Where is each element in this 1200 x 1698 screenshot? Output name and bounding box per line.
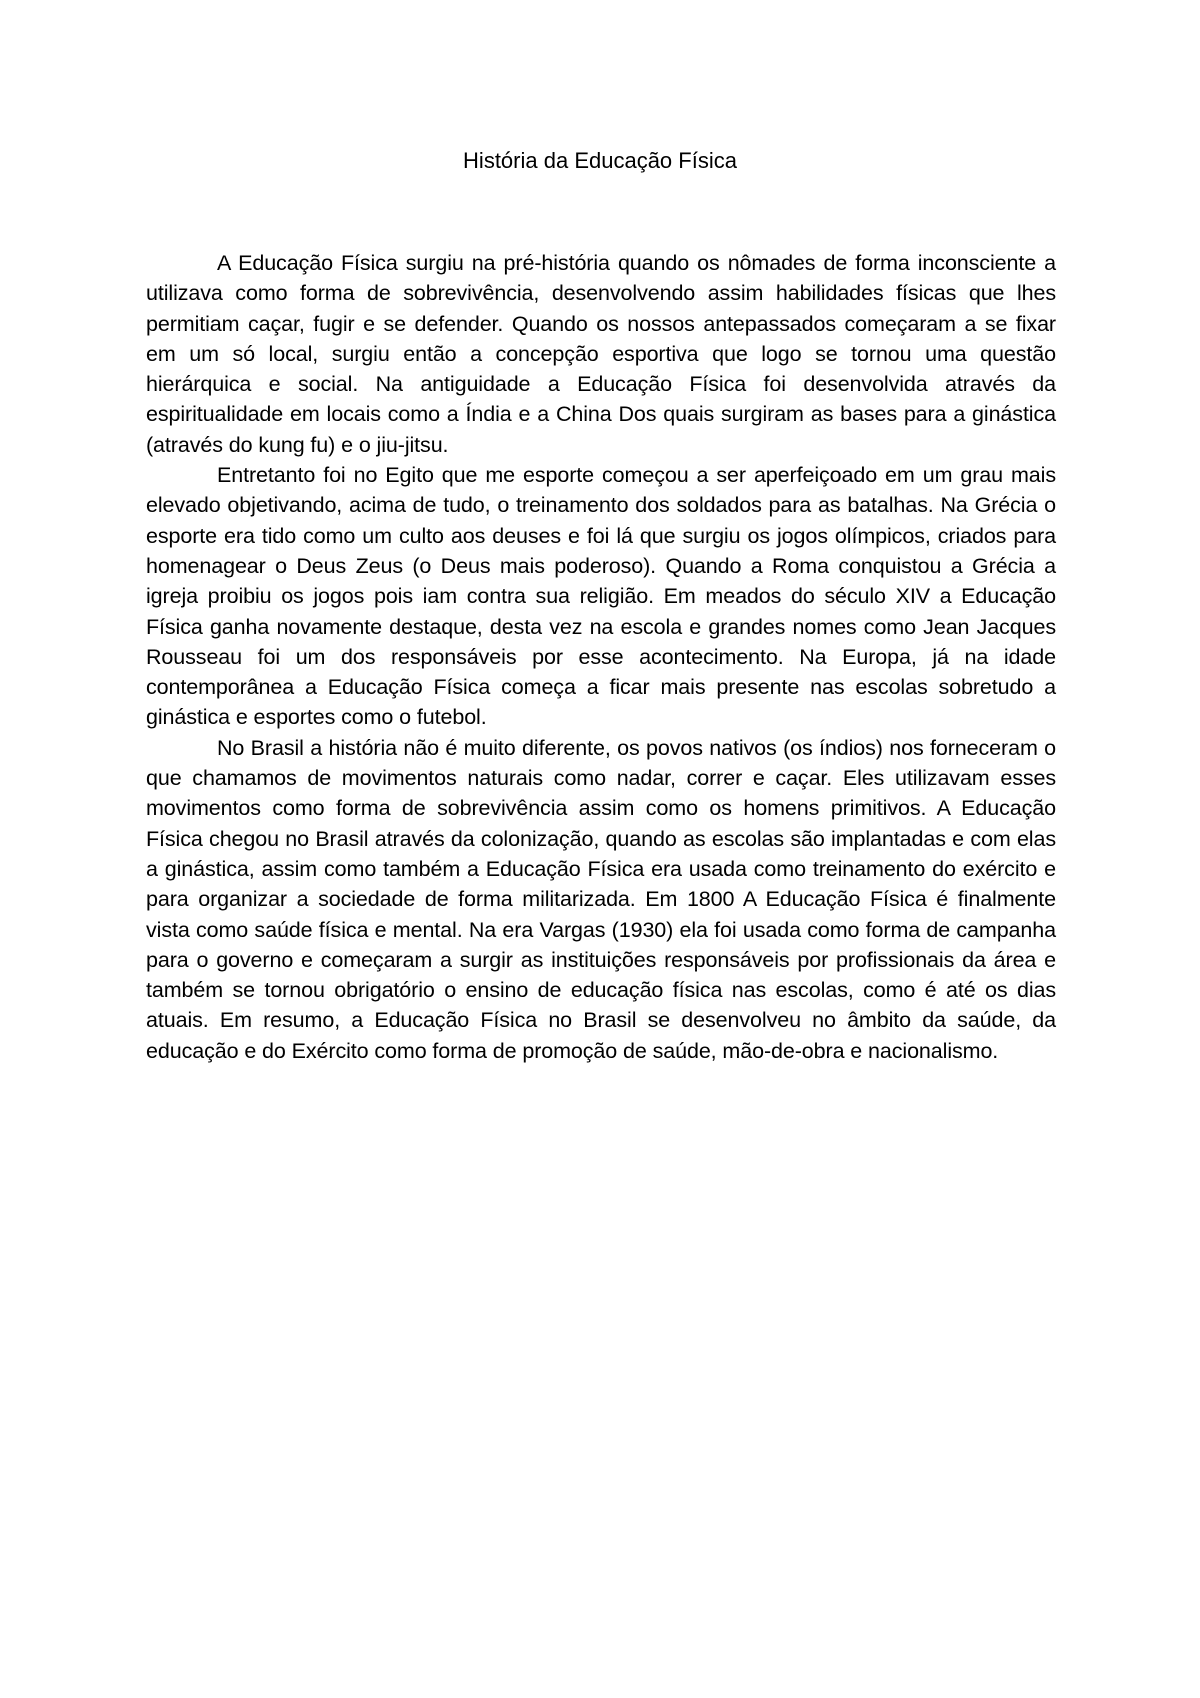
paragraph-brazil: No Brasil a história não é muito diferente, os povos nativos (os índios) nos forneceram o que chamamos de movimentos naturais como nadar, correr e caçar. Eles utilizavam esses movimentos como forma de sobrevivência assim como os homens primitivos. A Educação Física chegou no Brasil através da colonização, quando as escolas são implantadas e com elas a ginástica, assim como também a Educação Física era usada como treinamento do exército e para organizar a sociedade de forma militarizada. Em 1800 A Educação Física é finalmente vista como saúde física e mental. Na era Vargas (1930) ela foi usada como forma de campanha para o governo e começaram a surgir as instituições responsáveis por profissionais da área e também se tornou obrigatório o ensino de educação física nas escolas, como é até os dias atuais. Em resumo, a Educação Física no Brasil se desenvolveu no âmbito da saúde, da educação e do Exército como forma de promoção de saúde, mão-de-obra e nacionalismo. <box>146 735 1056 1063</box>
document-body <box>146 248 1056 1066</box>
document-title: História da Educação Física <box>463 148 737 173</box>
paragraph-antiquity-europe: Entretanto foi no Egito que me esporte começou a ser aperfeiçoado em um grau mais elevado objetivando, acima de tudo, o treinamento dos soldados para as batalhas. Na Grécia o esporte era tido como um culto aos deuses e foi lá que surgiu os jogos olímpicos, criados para homenagear o Deus Zeus (o Deus mais poderoso). Quando a Roma conquistou a Grécia a igreja proibiu os jogos pois iam contra sua religião. Em meados do século XIV a Educação Física ganha novamente destaque, desta vez na escola e grandes nomes como Jean Jacques Rousseau foi um dos responsáveis por esse acontecimento. Na Europa, já na idade contemporânea a Educação Física começa a ficar mais presente nas escolas sobretudo a ginástica e esportes como o futebol. <box>146 463 1056 730</box>
paragraph-prehistory: A Educação Física surgiu na pré-história quando os nômades de forma inconsciente a utilizava como forma de sobrevivência, desenvolvendo assim habilidades físicas que lhes permitiam caçar, fugir e se defender. Quando os nossos antepassados começaram a se fixar em um só local, surgiu então a concepção esportiva que logo se tornou uma questão hierárquica e social. Na antiguidade a Educação Física foi desenvolvida através da espiritualidade em locais como a Índia e a China Dos quais surgiram as bases para a ginástica (através do kung fu) e o jiu-jitsu. <box>146 251 1056 457</box>
